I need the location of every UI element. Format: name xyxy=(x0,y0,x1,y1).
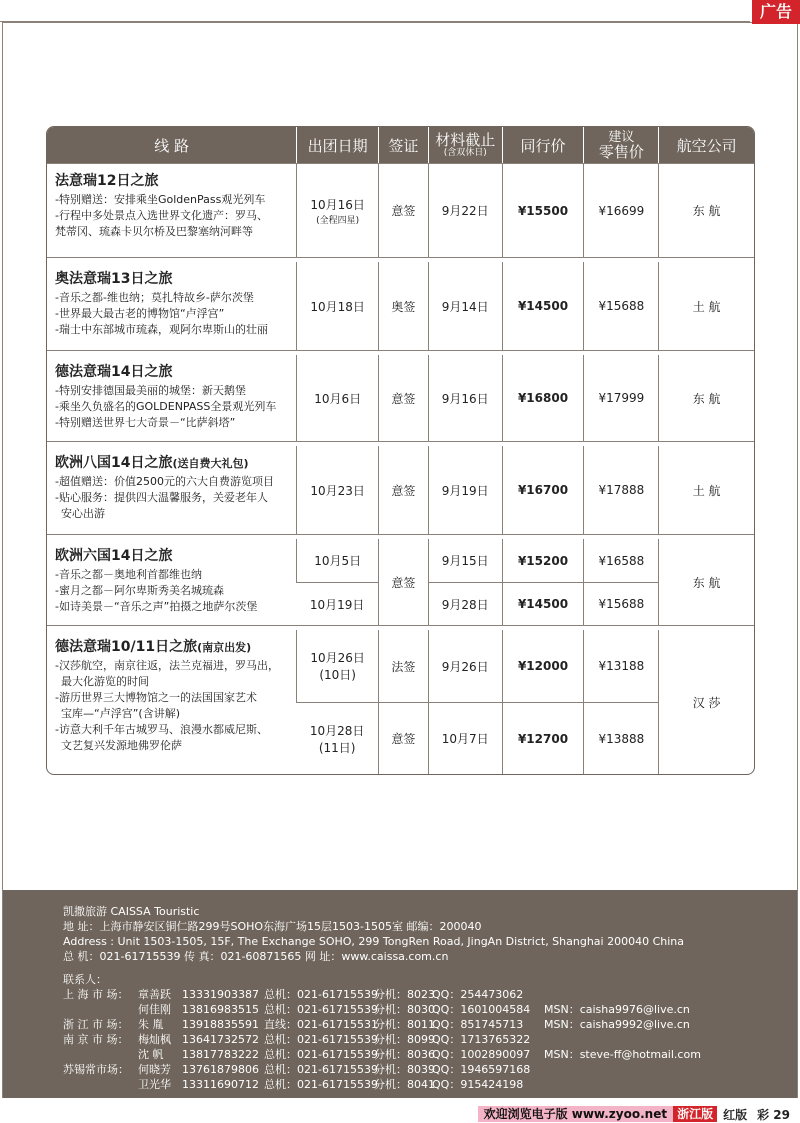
route-line: -特别赠送世界七大奇景－“比萨斜塔” xyxy=(55,416,236,429)
route-line: -游历世界三大博物馆之一的法国国家艺术 xyxy=(55,691,257,704)
price-cell: ¥16700 xyxy=(502,446,584,534)
route-cell xyxy=(47,630,296,774)
route-line: 最大化游览的时间 xyxy=(61,675,149,688)
contacts-list xyxy=(63,972,797,1092)
visa-cell: 意签 xyxy=(378,702,428,774)
contacts-label: 联系人： xyxy=(63,973,107,986)
visa-cell: 意签 xyxy=(378,446,428,534)
route-line: -特别赠送：安排乘坐GoldenPass观光列车 xyxy=(55,193,266,206)
deadline-cell: 9月26日 xyxy=(428,630,502,702)
header-retail: 建议 零售价 xyxy=(583,127,658,163)
visa-cell: 意签 xyxy=(378,355,428,441)
price-cell: ¥16800 xyxy=(502,355,584,441)
retail-cell: ¥16699 xyxy=(583,163,658,257)
route-line: 文艺复兴发源地佛罗伦萨 xyxy=(61,739,182,752)
route-line: -瑞士中东部城市琉森，观阿尔卑斯山的壮丽 xyxy=(55,323,268,336)
route-line: -音乐之都－奥地利首都维也纳 xyxy=(55,568,202,581)
date-cell: 10月18日 xyxy=(296,262,378,350)
deadline-cell: 9月28日 xyxy=(428,582,502,625)
route-cell xyxy=(47,539,296,625)
website-banner: 欢迎浏览电子版 www.zyoo.net xyxy=(478,1106,674,1122)
route-line: -世界最大最古老的博物馆“卢浮宫” xyxy=(55,307,225,320)
route-title: 法意瑞12日之旅 xyxy=(55,173,159,189)
route-title: 德法意瑞14日之旅 xyxy=(55,364,173,380)
retail-cell: ¥13888 xyxy=(583,702,658,774)
ad-badge: 广告 xyxy=(752,0,800,24)
visa-cell: 法签 xyxy=(378,630,428,702)
route-line: -超值赠送：价值2500元的六大自费游览项目 xyxy=(55,475,274,488)
date-cell: 10月19日 xyxy=(296,582,378,625)
company-footer xyxy=(3,890,797,1098)
route-title: 欧洲八国14日之旅(送自费大礼包) xyxy=(55,455,249,471)
deadline-cell: 9月15日 xyxy=(428,539,502,582)
route-line: -蜜月之都－阿尔卑斯秀美名城琉森 xyxy=(55,584,224,597)
route-line: -行程中多处景点入选世界文化遗产：罗马、 xyxy=(55,209,268,222)
retail-cell: ¥17999 xyxy=(583,355,658,441)
route-line: -特别安排德国最美丽的城堡：新天鹅堡 xyxy=(55,384,246,397)
contact-row: 沈 帆 13817783222 总机：021-61715539 分机：8036 QQ：1002890097 MSN：steve-ff@hotmail.com xyxy=(138,1048,701,1061)
address-en: Address : Unit 1503-1505, 15F, The Exchange SOHO, 299 TongRen Road, JingAn District, Shanghai 200040 China xyxy=(63,935,685,948)
header-visa: 签证 xyxy=(378,127,428,163)
route-line: -汉莎航空，南京往返，法兰克福进，罗马出， xyxy=(55,659,279,672)
retail-cell: ¥15688 xyxy=(583,262,658,350)
retail-cell: ¥13188 xyxy=(583,630,658,702)
visa-cell: 奥签 xyxy=(378,262,428,350)
retail-cell: ¥17888 xyxy=(583,446,658,534)
deadline-cell: 9月14日 xyxy=(428,262,502,350)
route-line: -乘坐久负盛名的GOLDENPASS全景观光列车 xyxy=(55,400,277,413)
page-footer-bar xyxy=(478,1105,800,1123)
table-row xyxy=(47,446,754,534)
visa-cell: 意签 xyxy=(378,163,428,257)
date-cell: 10月23日 xyxy=(296,446,378,534)
contact-row: 上 海 市 场： 章善跃 13331903387 总机：021-61715539 分机：8023 QQ：254473062 xyxy=(63,988,524,1001)
contact-row: 何佳刚 13816983515 总机：021-61715539 分机：8030 QQ：1601004584 MSN：caisha9976@live.cn xyxy=(138,1003,690,1016)
date-cell: 10月5日 xyxy=(296,539,378,582)
route-title: 奥法意瑞13日之旅 xyxy=(55,271,173,287)
contact-row: 浙 江 市 场： 朱 胤 13918835591 直线：021-61715531 分机：8011 QQ：851745713 MSN：caisha9992@live.cn xyxy=(63,1018,690,1031)
header-deadline: 材料截止 (含双休日) xyxy=(428,127,502,163)
route-line: -音乐之都-维也纳；莫扎特故乡-萨尔茨堡 xyxy=(55,291,254,304)
route-cell xyxy=(47,446,296,534)
date-cell: 10月16日 (全程四星) xyxy=(296,163,378,257)
deadline-cell: 9月16日 xyxy=(428,355,502,441)
company-name: 凯撒旅游 CAISSA Touristic xyxy=(63,905,200,918)
table-row xyxy=(47,630,754,702)
retail-cell: ¥16588 xyxy=(583,539,658,582)
address-cn: 地 址：上海市静安区铜仁路299号SOHO东海广场15层1503-1505室 邮编：200040 xyxy=(63,920,482,933)
page-number: 彩 29 xyxy=(757,1107,790,1122)
date-cell: 10月28日 (11日) xyxy=(296,702,378,774)
route-title: 欧洲六国14日之旅 xyxy=(55,548,173,564)
phone-fax-web: 总 机：021-61715539 传 真：021-60871565 网 址：www.caissa.com.cn xyxy=(63,950,449,963)
route-title: 德法意瑞10/11日之旅(南京出发) xyxy=(55,639,252,655)
route-line: 宝库—“卢浮宫”(含讲解) xyxy=(61,707,180,720)
airline-cell: 东 航 xyxy=(658,539,754,625)
header-airline: 航空公司 xyxy=(658,127,754,163)
route-line: -访意大利千年古城罗马、浪漫水都威尼斯、 xyxy=(55,723,268,736)
deadline-cell: 9月19日 xyxy=(428,446,502,534)
table-row xyxy=(47,355,754,441)
header-peer-price: 同行价 xyxy=(502,127,584,163)
route-line: -贴心服务：提供四大温馨服务，关爱老年人 xyxy=(55,491,268,504)
route-line: 梵蒂冈、琉森卡贝尔桥及巴黎塞纳河畔等 xyxy=(55,225,253,238)
price-cell: ¥15200 xyxy=(502,539,584,582)
table-header xyxy=(47,127,754,163)
contact-row: 苏锡常市场： 何晓芳 13761879806 总机：021-61715539 分机：8039 QQ：1946597168 xyxy=(63,1063,531,1076)
section-label: 红版 xyxy=(723,1107,748,1122)
price-cell: ¥14500 xyxy=(502,262,584,350)
price-cell: ¥14500 xyxy=(502,582,584,625)
airline-cell: 汉 莎 xyxy=(658,630,754,774)
deadline-cell: 10月7日 xyxy=(428,702,502,774)
price-cell: ¥15500 xyxy=(502,163,584,257)
price-cell: ¥12700 xyxy=(502,702,584,774)
visa-cell: 意签 xyxy=(378,539,428,625)
table-row xyxy=(47,163,754,257)
route-cell xyxy=(47,163,296,257)
price-cell: ¥12000 xyxy=(502,630,584,702)
contact-row: 南 京 市 场： 梅灿枫 13641732572 总机：021-61715539 分机：8099 QQ：1713765322 xyxy=(63,1033,531,1046)
airline-cell: 东 航 xyxy=(658,163,754,257)
deadline-cell: 9月22日 xyxy=(428,163,502,257)
date-cell: 10月26日 (10日) xyxy=(296,630,378,702)
airline-cell: 土 航 xyxy=(658,262,754,350)
table-row xyxy=(47,539,754,582)
header-date: 出团日期 xyxy=(296,127,378,163)
route-line: 安心出游 xyxy=(61,507,105,520)
retail-cell: ¥15688 xyxy=(583,582,658,625)
header-route: 线 路 xyxy=(47,127,296,163)
edition-label: 浙江版 xyxy=(673,1106,717,1122)
date-cell: 10月6日 xyxy=(296,355,378,441)
route-cell xyxy=(47,355,296,441)
airline-cell: 东 航 xyxy=(658,355,754,441)
contact-row: 卫光华 13311690712 总机：021-61715539 分机：8041 QQ：915424198 xyxy=(138,1078,524,1091)
tour-table xyxy=(46,126,755,775)
table-row xyxy=(47,262,754,350)
airline-cell: 土 航 xyxy=(658,446,754,534)
route-cell xyxy=(47,262,296,350)
route-line: -如诗美景－“音乐之声”拍摄之地萨尔茨堡 xyxy=(55,600,258,613)
